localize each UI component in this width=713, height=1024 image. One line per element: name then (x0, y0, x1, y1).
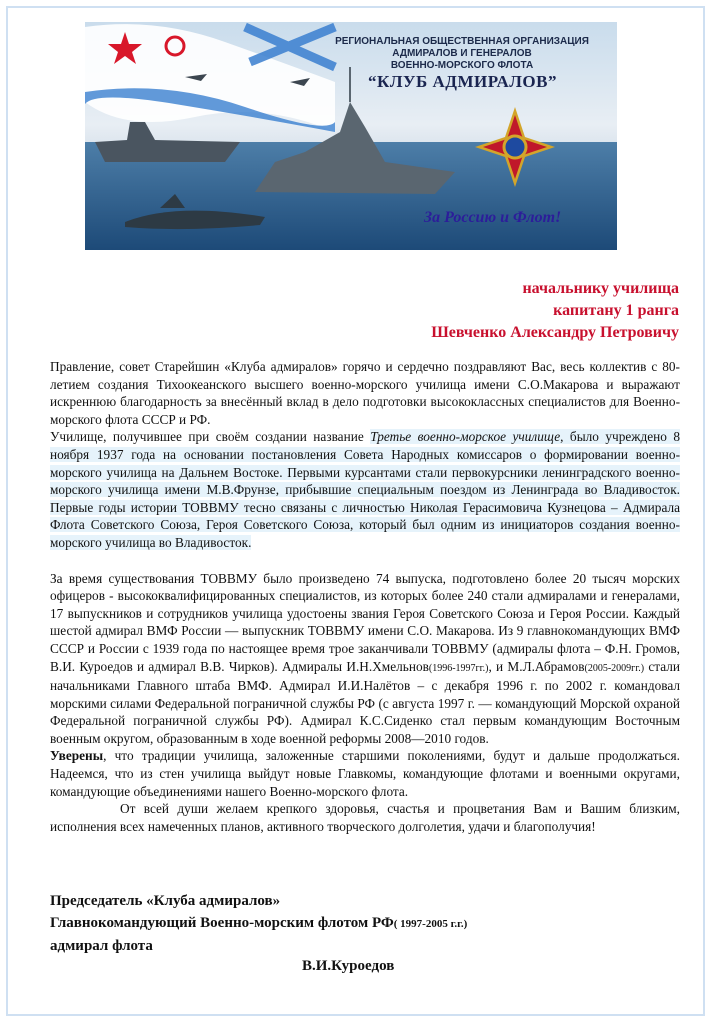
paragraph-4-bold: Уверены (50, 748, 104, 764)
recipient-line-2: капитану 1 ранга (553, 302, 679, 319)
letter-body (50, 358, 680, 835)
paragraph-3-end: стали начальниками Главного штаба ВМФ. Адмирал И.И.Налётов – с декабря 1996 г. по 2002 г. командовал морскими силами Федеральной пограничной службы РФ (с августа 1997 г. — командующий Морской охраной Федеральной пограничной службы РФ). Адмирал К.С.Сиденко стал первым командующим Восточным военным округом, образованным в ходе военной реформы 2008—2010 годов. (50, 658, 680, 746)
paragraph-4-rest: , что традиции училища, заложенные старшими поколениями, будут и дальше продолжаться. Надеемся, что из стен училища выйдут новые Главкомы, командующие флотами и военными округами, командующие объединениями нашего Военно-морского флота. (50, 748, 680, 799)
school-name-italic: Третье военно-морское училище (370, 429, 561, 445)
signature-years: ( 1997-2005 г.г.) (393, 918, 468, 930)
paragraph-3-middle: , и М.Л.Абрамов (488, 658, 585, 674)
paragraph-1: Правление, совет Старейшин «Клуба адмиралов» горячо и сердечно поздравляют Вас, весь коллектив с 80-летием создания Тихоокеанского высшего военно-морского училища имени С.О.Макарова и выражают искреннюю благодарность за внесённый вклад в дело подготовки высококлассных специалистов для Военно-морского флота СССР и РФ. (50, 359, 680, 427)
signature-line-2 (50, 912, 467, 935)
recipient-line-1: начальнику училища (522, 280, 679, 297)
paragraph-2-start: Училище, получившее при своём создании название (50, 429, 371, 445)
paragraph-3 (50, 570, 680, 748)
club-name: “КЛУБ АДМИРАЛОВ” (368, 72, 557, 91)
signature-title: Главнокомандующий Военно-морским флотом РФ (50, 915, 394, 931)
org-line-2: АДМИРАЛОВ И ГЕНЕРАЛОВ (392, 48, 532, 59)
paragraph-2-rest: , было учреждено 8 ноября 1937 года на основании постановления Совета Народных комиссаров о формировании военно-морского училища на Дальнем Востоке. Первыми курсантами стали первокурсники ленинградского военно-морского училища имени М.В.Фрунзе, прибывшие специальным поездом из Ленинграда во Владивосток. Первые годы истории ТОВВМУ тесно связаны с личностью Николая Герасимовича Кузнецова – Адмирала Флота Советского Союза, Героя Советского Союза, который был одним из инициаторов создания военно-морского училища во Владивосток. (50, 429, 681, 550)
org-line-3: ВОЕННО-МОРСКОГО ФЛОТА (390, 60, 534, 71)
motto: За Россию и Флот! (424, 209, 562, 226)
paragraph-2-highlight (50, 429, 680, 550)
recipient-block (431, 278, 679, 344)
paragraph-3-start: За время существования ТОВВМУ было произведено 74 выпуска, подготовлено более 20 тысяч морских офицеров - высококвалифицированных специалистов, из которых более 240 стали адмиралами и генералами, 17 выпускников и сотрудников училища удостоены звания Героя Советского Союза и Героя России. Каждый шестой адмирал ВМФ России — выпускник ТОВВМУ имени С.О. Макарова. Из 9 главнокомандующих ВМФ СССР и России с 1939 года по настоящее время трое заканчивали ТОВВМУ (адмиралы флота – Ф.Н. Громов, В.И. Куроедов и адмирал В.В. Чирков). Адмиралы И.Н.Хмельнов (50, 570, 680, 674)
signature-line-1: Председатель «Клуба адмиралов» (50, 893, 281, 909)
paragraph-2 (50, 428, 680, 551)
paragraph-4 (50, 747, 680, 800)
organization-name (322, 36, 602, 72)
signature-block (50, 890, 467, 957)
recipient-line-3: Шевченко Александру Петровичу (431, 324, 679, 341)
paragraph-5: От всей души желаем крепкого здоровья, счастья и процветания Вам и Вашим близким, исполнения всех намеченных планов, активного творческого долголетия, удачи и благополучия! (50, 801, 680, 834)
signatory-name: В.И.Куроедов (302, 958, 395, 974)
paragraph-3-small-2: (2005-2009гг.) (584, 662, 645, 674)
signature-line-3: адмирал флота (50, 938, 153, 954)
org-line-1: РЕГИОНАЛЬНАЯ ОБЩЕСТВЕННАЯ ОРГАНИЗАЦИЯ (335, 36, 589, 47)
paragraph-3-small-1: (1996-1997гг.) (428, 662, 489, 674)
